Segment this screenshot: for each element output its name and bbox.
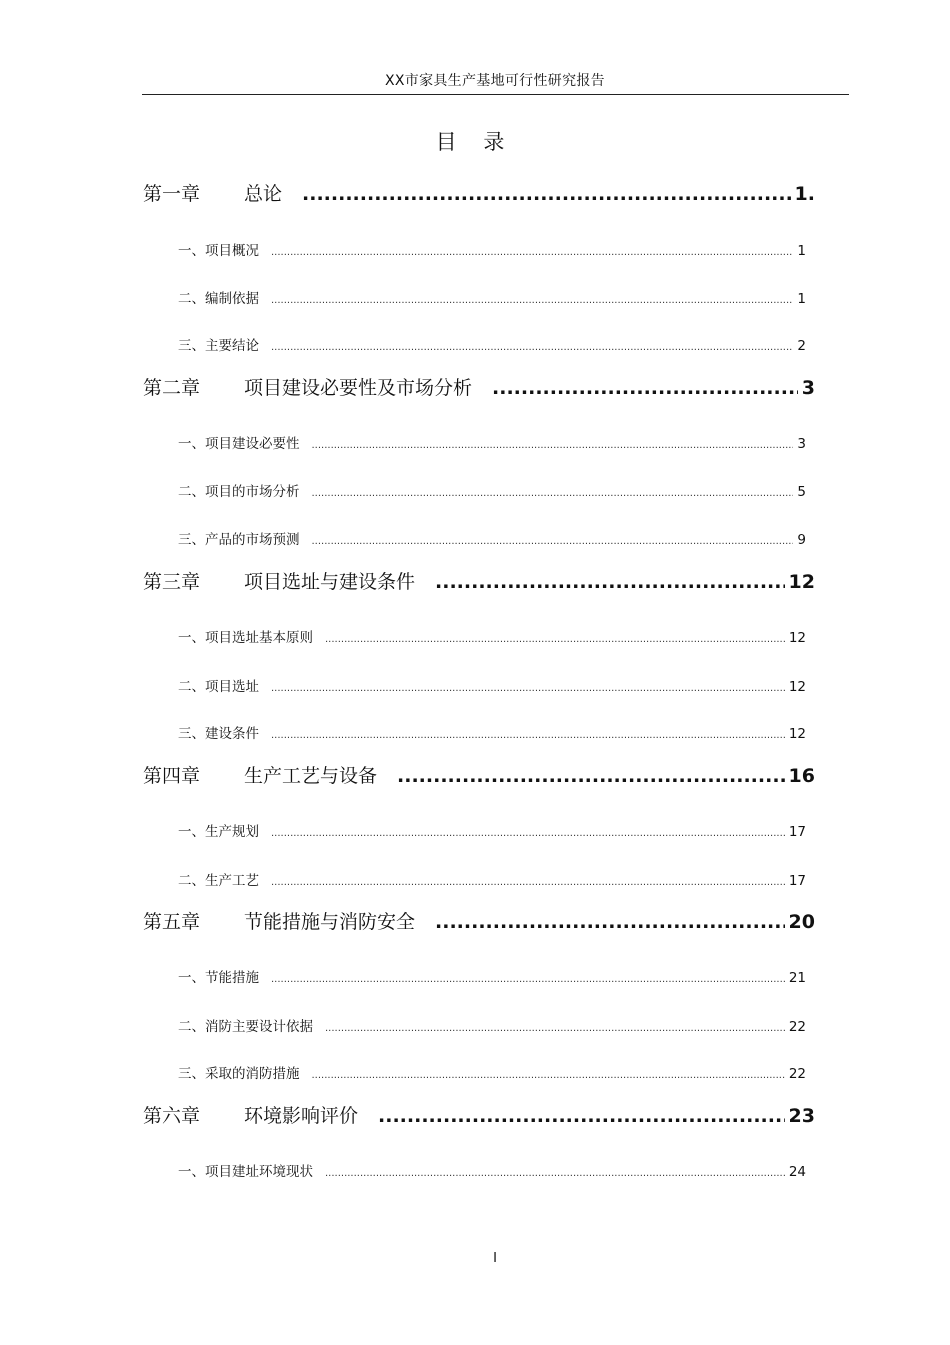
toc-page-number: 17 <box>788 824 806 840</box>
toc-page-number: 12 <box>788 571 815 593</box>
toc-page-number: 22 <box>788 1066 806 1082</box>
chapter-title: 生产工艺与设备 <box>244 765 378 787</box>
toc-page-number: 3 <box>797 436 806 452</box>
dot-leader <box>271 247 793 258</box>
toc-section-entry[interactable] <box>178 528 806 548</box>
toc-section-entry[interactable] <box>178 239 806 259</box>
toc-section-entry[interactable] <box>178 869 806 889</box>
chapter-number: 第一章 <box>143 183 201 205</box>
chapter-title: 节能措施与消防安全 <box>244 911 416 933</box>
toc-section-entry[interactable] <box>178 966 806 986</box>
toc-page-number: 20 <box>788 911 815 933</box>
toc-section-entry[interactable] <box>178 675 806 695</box>
toc-section-entry[interactable] <box>178 1062 806 1082</box>
chapter-title: 项目建设必要性及市场分析 <box>244 377 473 399</box>
toc-section-entry[interactable] <box>178 334 806 354</box>
dot-leader <box>271 683 785 694</box>
chapter-number: 第六章 <box>143 1105 201 1127</box>
section-title: 一、项目建址环境现状 <box>178 1164 313 1180</box>
dot-leader <box>325 634 785 645</box>
toc-section-entry[interactable] <box>178 1160 806 1180</box>
toc-page-number: 16 <box>788 765 815 787</box>
dot-leader <box>492 377 798 399</box>
toc-chapter-entry[interactable] <box>143 179 815 207</box>
toc-page-number: 1. <box>794 183 815 205</box>
dot-leader <box>325 1023 785 1034</box>
toc-page-number: 12 <box>788 726 806 742</box>
toc-title: 目 录 <box>435 130 515 154</box>
toc-page-number: 3 <box>801 377 815 399</box>
toc-section-entry[interactable] <box>178 480 806 500</box>
dot-leader <box>271 730 785 741</box>
section-title: 一、项目概况 <box>178 243 259 259</box>
section-title: 二、项目的市场分析 <box>178 484 300 500</box>
chapter-title: 环境影响评价 <box>244 1105 359 1127</box>
section-title: 三、采取的消防措施 <box>178 1066 300 1082</box>
section-title: 二、消防主要设计依据 <box>178 1019 313 1035</box>
toc-page-number: 9 <box>797 532 806 548</box>
chapter-title: 项目选址与建设条件 <box>244 571 416 593</box>
dot-leader <box>271 974 785 985</box>
section-title: 一、生产规划 <box>178 824 259 840</box>
dot-leader <box>312 536 794 547</box>
section-title: 二、编制依据 <box>178 291 259 307</box>
chapter-title: 总论 <box>244 183 283 205</box>
dot-leader <box>435 571 785 593</box>
dot-leader <box>312 488 794 499</box>
toc-chapter-entry[interactable] <box>143 907 815 935</box>
toc-chapter-entry[interactable] <box>143 761 815 789</box>
dot-leader <box>271 877 785 888</box>
dot-leader <box>271 295 793 306</box>
toc-page-number: 21 <box>788 970 806 986</box>
toc-chapter-entry[interactable] <box>143 1101 815 1129</box>
dot-leader <box>435 911 785 933</box>
dot-leader <box>397 765 785 787</box>
chapter-number: 第三章 <box>143 571 201 593</box>
toc-chapter-entry[interactable] <box>143 373 815 401</box>
toc-chapter-entry[interactable] <box>143 567 815 595</box>
toc-page-number: 22 <box>788 1019 806 1035</box>
toc-page-number: 23 <box>788 1105 815 1127</box>
dot-leader <box>378 1105 785 1127</box>
section-title: 三、建设条件 <box>178 726 259 742</box>
dot-leader <box>312 440 794 451</box>
chapter-number: 第五章 <box>143 911 201 933</box>
toc-page-number: 12 <box>788 679 806 695</box>
toc-section-entry[interactable] <box>178 722 806 742</box>
toc-section-entry[interactable] <box>178 287 806 307</box>
section-title: 二、生产工艺 <box>178 873 259 889</box>
toc-section-entry[interactable] <box>178 820 806 840</box>
toc-page-number: 5 <box>797 484 806 500</box>
page-number: I <box>493 1251 497 1266</box>
dot-leader <box>325 1168 785 1179</box>
section-title: 三、产品的市场预测 <box>178 532 300 548</box>
dot-leader <box>312 1070 785 1081</box>
section-title: 三、主要结论 <box>178 338 259 354</box>
toc-section-entry[interactable] <box>178 1015 806 1035</box>
toc-section-entry[interactable] <box>178 432 806 452</box>
toc-page-number: 2 <box>797 338 806 354</box>
dot-leader <box>271 342 793 353</box>
toc-page-number: 17 <box>788 873 806 889</box>
running-header: XX市家具生产基地可行性研究报告 <box>385 73 605 89</box>
section-title: 二、项目选址 <box>178 679 259 695</box>
chapter-number: 第四章 <box>143 765 201 787</box>
toc-page-number: 1 <box>797 291 806 307</box>
dot-leader <box>271 828 785 839</box>
toc-page-number: 1 <box>797 243 806 259</box>
dot-leader <box>302 183 791 205</box>
toc-page-number: 12 <box>788 630 806 646</box>
section-title: 一、项目选址基本原则 <box>178 630 313 646</box>
toc-page-number: 24 <box>788 1164 806 1180</box>
section-title: 一、节能措施 <box>178 970 259 986</box>
chapter-number: 第二章 <box>143 377 201 399</box>
section-title: 一、项目建设必要性 <box>178 436 300 452</box>
toc-section-entry[interactable] <box>178 626 806 646</box>
